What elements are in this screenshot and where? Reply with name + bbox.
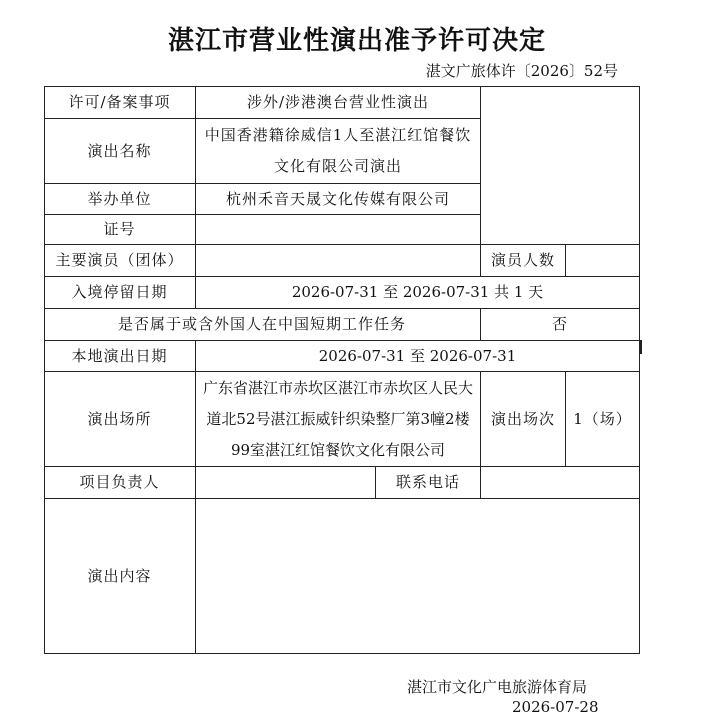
table-border-bottom [44, 653, 640, 654]
foreign-work-value: 否 [551, 315, 568, 333]
show-name-label: 演出名称 [87, 141, 152, 160]
certificate-value [196, 215, 480, 244]
document-title: 湛江市营业性演出准予许可决定 [167, 26, 546, 56]
local-date-value: 2026-07-31 至 2026-07-31 [318, 346, 517, 365]
show-name-value: 中国香港籍徐威信1人至湛江红馆餐饮文化有限公司演出 [204, 126, 472, 175]
project-lead-value [196, 467, 375, 498]
organizer-value: 杭州禾音天晟文化传媒有限公司 [225, 189, 450, 208]
issuing-authority: 湛江市文化广电旅游体育局 [407, 678, 588, 696]
performer-count-value [566, 245, 639, 276]
document-number: 湛文广旅体许〔2026〕52号 [425, 62, 618, 80]
venue-label: 演出场所 [87, 409, 152, 428]
venue-value: 广东省湛江市赤坎区湛江市赤坎区人民大道北52号湛江振威针织染整厂第3幢2楼99室湛江红馆餐饮文化有限公司 [202, 378, 473, 459]
local-date-label: 本地演出日期 [71, 346, 168, 365]
foreign-work-label: 是否属于或含外国人在中国短期工作任务 [117, 315, 406, 333]
sessions-value: 1（场） [573, 409, 632, 428]
entry-stay-label: 入境停留日期 [71, 283, 168, 301]
certificate-label: 证号 [103, 220, 136, 238]
project-lead-label: 项目负责人 [79, 473, 160, 491]
content-value [196, 499, 639, 653]
contact-phone-value [481, 467, 639, 498]
sessions-label: 演出场次 [490, 409, 555, 428]
permit-type-value: 涉外/涉港澳台营业性演出 [246, 92, 430, 111]
main-performers-label: 主要演员（团体） [55, 251, 184, 269]
main-performers-value [196, 245, 480, 276]
performer-count-label: 演员人数 [490, 251, 555, 269]
entry-stay-value: 2026-07-31 至 2026-07-31 共 1 天 [291, 283, 544, 301]
organizer-label: 举办单位 [87, 189, 152, 208]
table-border-right [639, 86, 640, 654]
cursor-mark [640, 340, 642, 354]
contact-phone-label: 联系电话 [395, 473, 460, 491]
issue-date: 2026-07-28 [512, 698, 599, 716]
permit-type-label: 许可/备案事项 [68, 92, 171, 111]
content-label: 演出内容 [87, 566, 152, 585]
permit-form-table [44, 86, 640, 654]
